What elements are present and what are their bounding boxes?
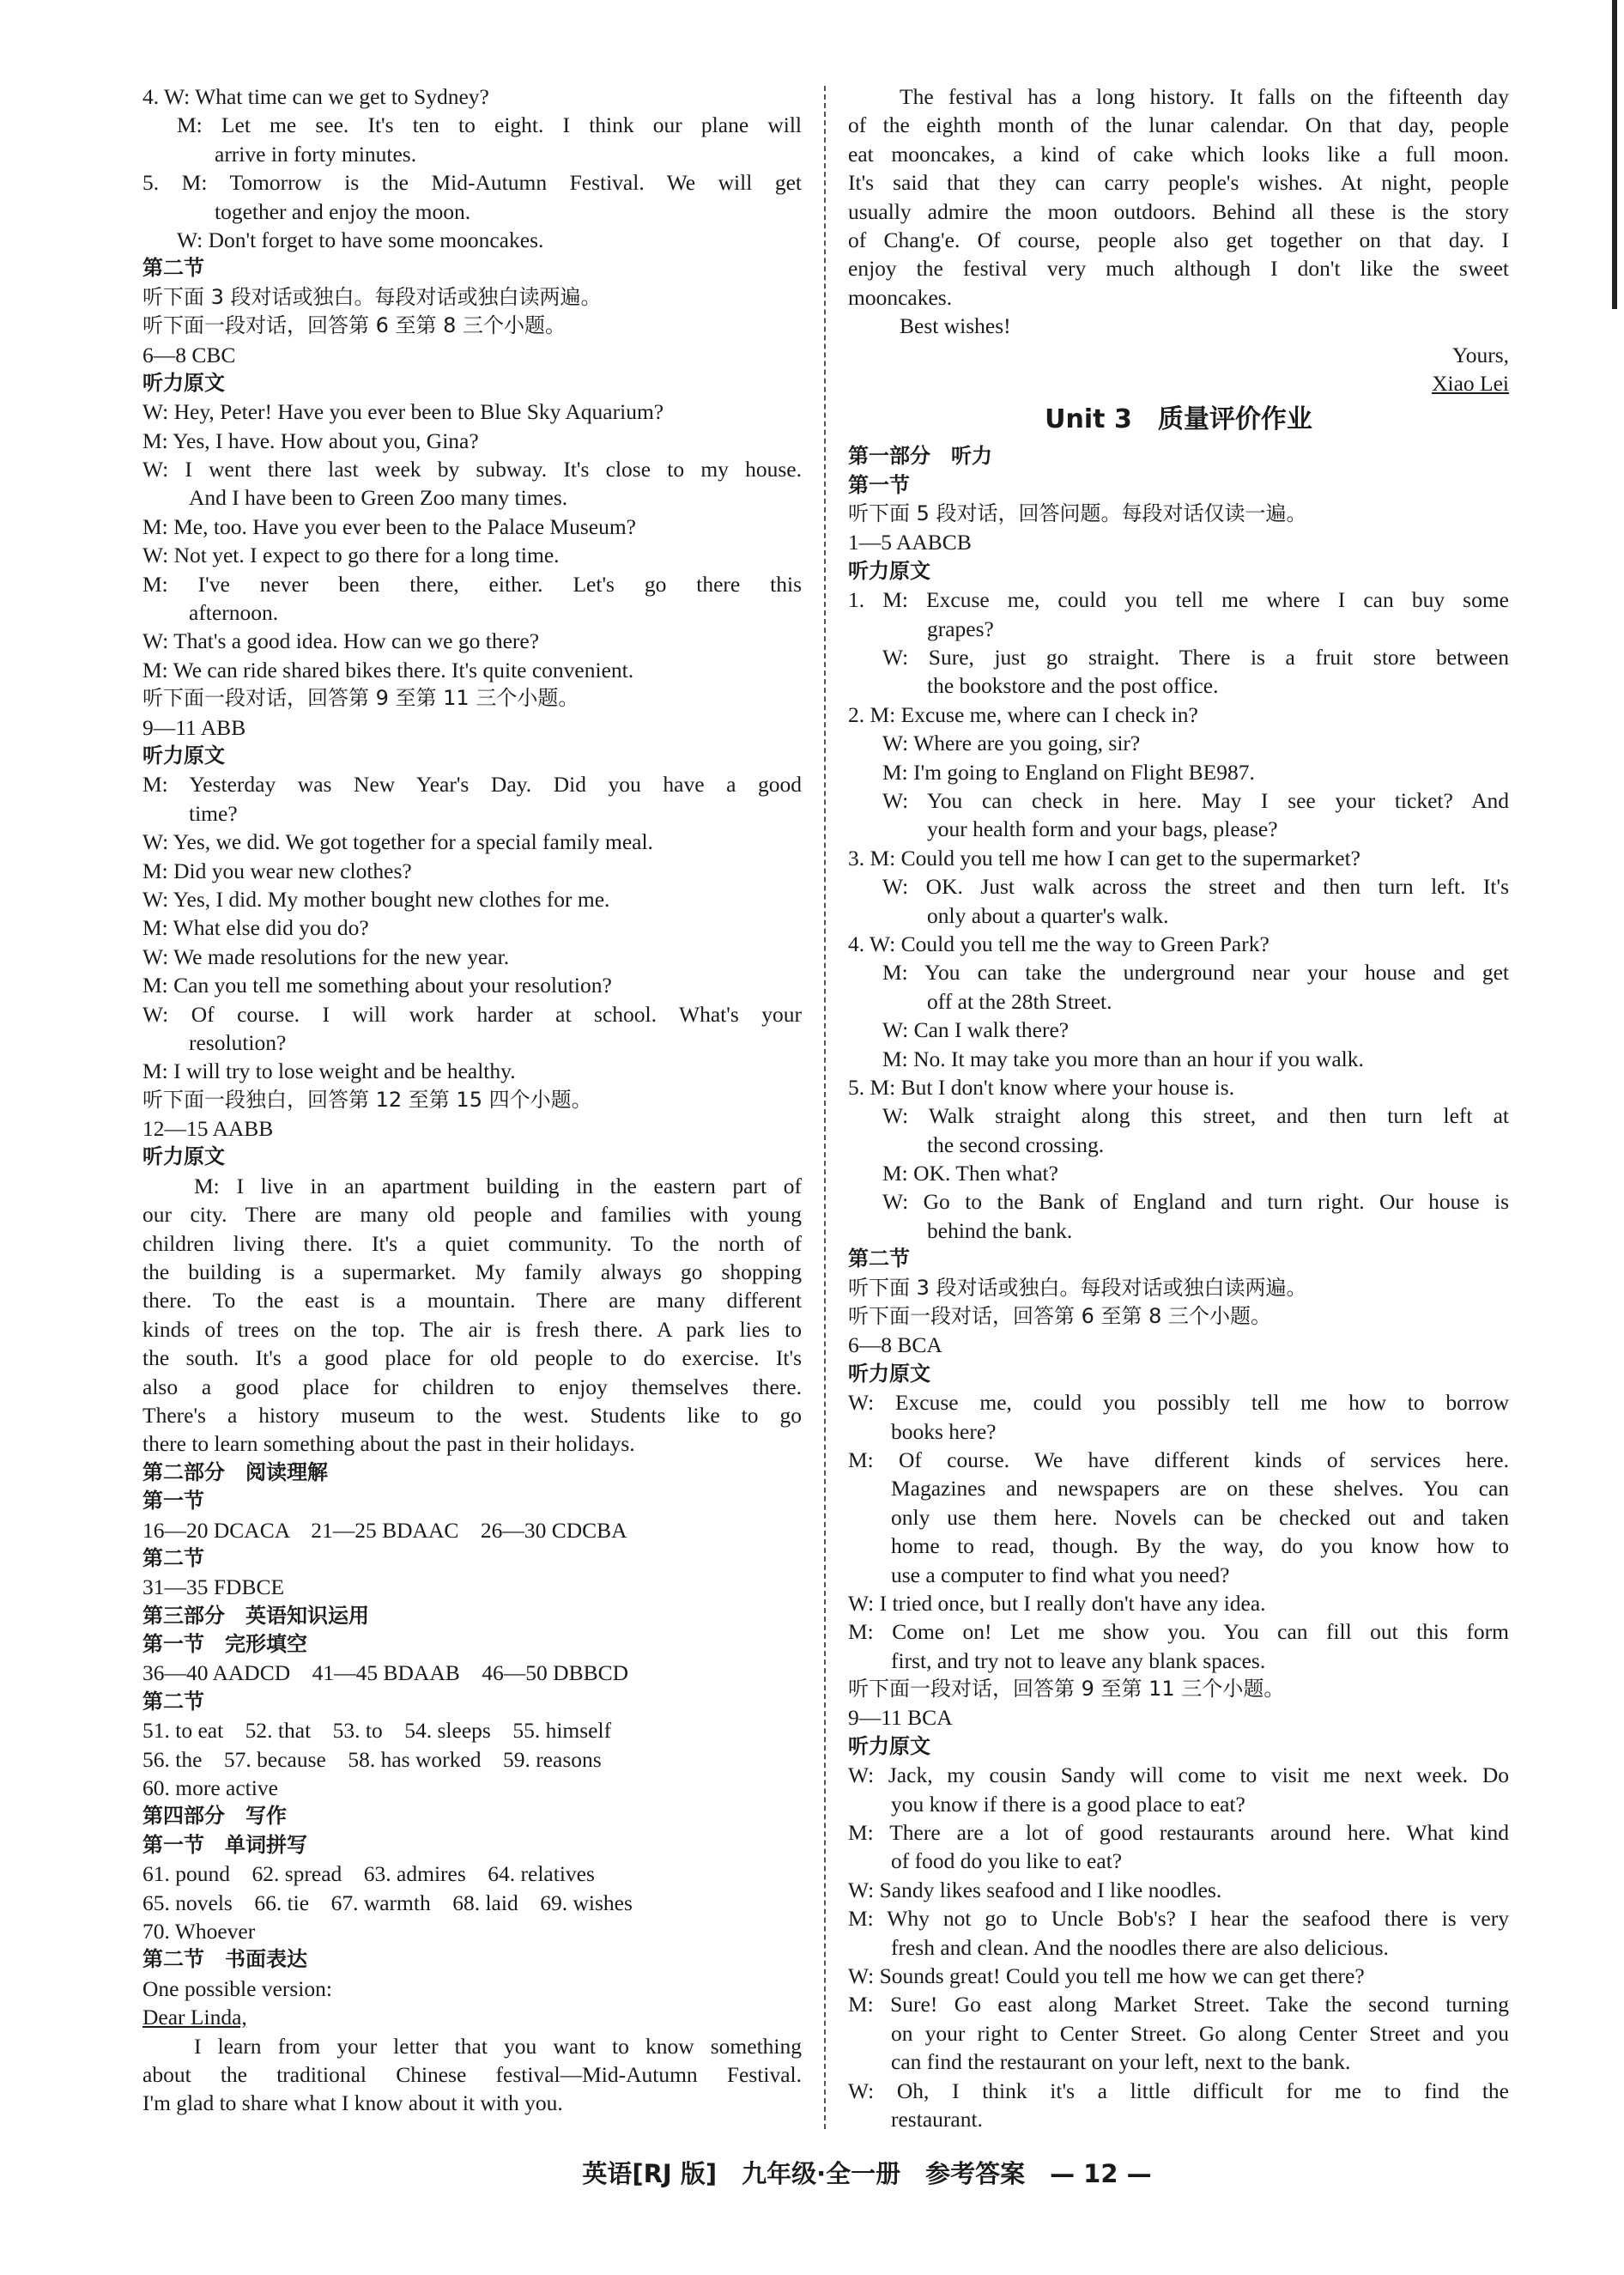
right-text-line: first, and try not to leave any blank spaces. bbox=[891, 1647, 1266, 1673]
left-text-line: 61. pound 62. spread 63. admires 64. relatives bbox=[142, 1861, 595, 1887]
left-text-line: the south. It's a good place for old people to do exercise. It's bbox=[142, 1345, 802, 1371]
right-text-line: of food do you like to eat? bbox=[891, 1848, 1123, 1874]
left-text-line: W: Yes, we did. We got together for a special family meal. bbox=[142, 829, 653, 855]
left-text-line: 听下面一段对话，回答第 9 至第 11 三个小题。 bbox=[142, 686, 579, 711]
right-text-line: The festival has a long history. It falls on the fifteenth day bbox=[900, 84, 1509, 109]
right-text-line: the bookstore and the post office. bbox=[927, 673, 1219, 699]
column-divider bbox=[824, 86, 826, 2129]
right-text-line: M: You can take the underground near your house and get bbox=[882, 960, 1509, 986]
left-text-line: 51. to eat 52. that 53. to 54. sleeps 55. himself bbox=[142, 1718, 612, 1744]
right-text-line: books here? bbox=[891, 1418, 997, 1444]
left-text-line: 听下面 3 段对话或独白。每段对话或独白读两遍。 bbox=[142, 284, 602, 309]
left-text-line: M: We can ride shared bikes there. It's quite convenient. bbox=[142, 657, 634, 682]
right-text-line: W: Excuse me, could you possibly tell me how to borrow bbox=[848, 1390, 1509, 1416]
left-text-line: there. To the east is a mountain. There are many different bbox=[142, 1288, 802, 1313]
left-text-line: 第二节 bbox=[142, 1545, 204, 1570]
left-text-line: 4. W: What time can we get to Sydney? bbox=[142, 84, 489, 109]
right-text-line: M: Of course. We have different kinds of services here. bbox=[848, 1447, 1509, 1472]
left-text-line: 听力原文 bbox=[142, 1144, 225, 1169]
right-text-line: home to read, though. By the way, do you know how to bbox=[891, 1533, 1509, 1559]
right-text-line: 听力原文 bbox=[848, 558, 930, 583]
left-text-line: 60. more active bbox=[142, 1775, 278, 1801]
right-column bbox=[848, 82, 1509, 2133]
right-text-line: M: Come on! Let me show you. You can fill out this form bbox=[848, 1619, 1509, 1645]
left-text-line: One possible version: bbox=[142, 1975, 332, 2001]
right-text-line: enjoy the festival very much although I don't like the sweet bbox=[848, 256, 1509, 282]
right-text-line: W: Jack, my cousin Sandy will come to visit me next week. Do bbox=[848, 1762, 1509, 1788]
left-text-line: 16—20 DCACA 21—25 BDAAC 26—30 CDCBA bbox=[142, 1517, 627, 1543]
right-text-line: W: I tried once, but I really don't have any idea. bbox=[848, 1590, 1266, 1616]
right-text-line: fresh and clean. And the noodles there are also delicious. bbox=[891, 1934, 1389, 1960]
left-text-line bbox=[142, 2003, 802, 2031]
right-text-line: W: OK. Just walk across the street and then turn left. It's bbox=[882, 874, 1509, 900]
right-text-line: of Chang'e. Of course, people also get together on that day. I bbox=[848, 227, 1509, 252]
right-text-line: 2. M: Excuse me, where can I check in? bbox=[848, 701, 1198, 727]
right-text-line: on your right to Center Street. Go along Center Street and you bbox=[891, 2020, 1509, 2046]
right-text-line: W: Sounds great! Could you tell me how we can get there? bbox=[848, 1963, 1365, 1988]
page-footer: 英语[RJ 版] 九年级·全一册 参考答案 — 12 — bbox=[582, 2159, 1152, 2188]
right-text-line: 听力原文 bbox=[848, 1361, 930, 1386]
right-text-line: usually admire the moon outdoors. Behind all these is the story bbox=[848, 198, 1509, 224]
right-text-line: 6—8 BCA bbox=[848, 1332, 942, 1358]
right-text-line: 听下面一段对话，回答第 9 至第 11 三个小题。 bbox=[848, 1677, 1285, 1702]
right-text-line: 1. M: Excuse me, could you tell me where I can buy some bbox=[848, 587, 1509, 613]
right-text-line: W: Where are you going, sir? bbox=[882, 731, 1141, 756]
left-text-line: 56. the 57. because 58. has worked 59. reasons bbox=[142, 1746, 602, 1772]
left-text-line: 第一节 单词拼写 bbox=[142, 1832, 307, 1857]
left-text-line: our city. There are many old people and families with young bbox=[142, 1202, 802, 1228]
right-text-line: 3. M: Could you tell me how I can get to the supermarket? bbox=[848, 845, 1360, 871]
left-text-line: resolution? bbox=[189, 1029, 287, 1055]
left-text-line: 第二部分 阅读理解 bbox=[142, 1459, 328, 1484]
left-text-line: 第一节 完形填空 bbox=[142, 1632, 307, 1657]
right-text-line: the second crossing. bbox=[927, 1131, 1105, 1157]
right-text-line: W: Can I walk there? bbox=[882, 1017, 1070, 1043]
left-text-line: I learn from your letter that you want to know something bbox=[194, 2033, 802, 2059]
left-text-line: 听下面一段独白，回答第 12 至第 15 四个小题。 bbox=[142, 1087, 592, 1112]
left-text-line: M: What else did you do? bbox=[142, 915, 369, 941]
right-text-line: 5. M: But I don't know where your house is. bbox=[848, 1074, 1235, 1100]
left-text-line: kinds of trees on the top. The air is fresh there. A park lies to bbox=[142, 1316, 802, 1342]
right-text-line: mooncakes. bbox=[848, 284, 953, 310]
right-text-line: 9—11 BCA bbox=[848, 1705, 953, 1731]
right-text-line: eat mooncakes, a kind of cake which looks like a full moon. bbox=[848, 141, 1509, 167]
right-text-line: behind the bank. bbox=[927, 1217, 1073, 1243]
right-text-line: 第二节 bbox=[848, 1247, 910, 1271]
left-text-line: 5. M: Tomorrow is the Mid-Autumn Festival. We will get bbox=[142, 170, 802, 196]
left-text-line: W: Hey, Peter! Have you ever been to Blue Sky Aquarium? bbox=[142, 399, 664, 425]
left-text-line: the building is a supermarket. My family always go shopping bbox=[142, 1259, 802, 1285]
left-text-line: M: I will try to lose weight and be healthy. bbox=[142, 1059, 516, 1084]
left-text-line: W: Of course. I will work harder at school. What's your bbox=[142, 1001, 802, 1027]
right-text-line: It's said that they can carry people's wishes. At night, people bbox=[848, 170, 1509, 196]
left-text-line: M: Yesterday was New Year's Day. Did you have a good bbox=[142, 772, 802, 798]
right-text-line: M: Why not go to Uncle Bob's? I hear the seafood there is very bbox=[848, 1906, 1509, 1932]
right-text-line: 第一部分 听力 bbox=[848, 444, 992, 469]
left-text-line: 9—11 ABB bbox=[142, 714, 246, 740]
right-text-line: W: Oh, I think it's a little difficult for me to find the bbox=[848, 2078, 1509, 2103]
left-text-line: W: Not yet. I expect to go there for a long time. bbox=[142, 543, 560, 568]
underlined-text: Xiao Lei bbox=[1432, 370, 1509, 396]
left-text-line: W: I went there last week by subway. It's close to my house. bbox=[142, 457, 802, 482]
left-text-line: I'm glad to share what I know about it with you. bbox=[142, 2090, 563, 2116]
underlined-text: Dear Linda, bbox=[142, 2005, 247, 2030]
right-text-line: W: Go to the Bank of England and turn right. Our house is bbox=[882, 1189, 1509, 1215]
left-text-line: W: Don't forget to have some mooncakes. bbox=[177, 227, 544, 252]
right-text-line: M: There are a lot of good restaurants around here. What kind bbox=[848, 1820, 1509, 1846]
left-text-line: W: Yes, I did. My mother bought new clothes for me. bbox=[142, 886, 610, 912]
right-text-line: W: Sandy likes seafood and I like noodles. bbox=[848, 1877, 1222, 1902]
right-text-line: 听下面一段对话，回答第 6 至第 8 三个小题。 bbox=[848, 1304, 1272, 1329]
right-text-line: can find the restaurant on your left, next to the bank. bbox=[891, 2049, 1351, 2075]
right-text-line: Magazines and newspapers are on these shelves. You can bbox=[891, 1476, 1509, 1502]
right-text-line: 听下面 3 段对话或独白。每段对话或独白读两遍。 bbox=[848, 1275, 1307, 1300]
left-text-line: M: I've never been there, either. Let's go there this bbox=[142, 571, 802, 597]
right-text-line: of the eighth month of the lunar calendar. On that day, people bbox=[848, 112, 1509, 138]
right-text-line: use a computer to find what you need? bbox=[891, 1562, 1230, 1587]
left-text-line: 听力原文 bbox=[142, 370, 225, 395]
right-text-line: M: I'm going to England on Flight BE987. bbox=[882, 759, 1255, 785]
left-text-line: 6—8 CBC bbox=[142, 342, 236, 367]
left-text-line: 65. novels 66. tie 67. warmth 68. laid 69. wishes bbox=[142, 1890, 633, 1915]
left-text-line: 第二节 bbox=[142, 1689, 204, 1714]
left-text-line: There's a history museum to the west. Students like to go bbox=[142, 1402, 802, 1428]
left-text-line: M: Let me see. It's ten to eight. I think our plane will bbox=[177, 112, 802, 138]
right-text-line: M: Sure! Go east along Market Street. Take the second turning bbox=[848, 1992, 1509, 2017]
right-text-line: Unit 3 质量评价作业 bbox=[1045, 404, 1312, 435]
right-text-line: W: You can check in here. May I see your ticket? And bbox=[882, 787, 1509, 813]
left-text-line: M: Yes, I have. How about you, Gina? bbox=[142, 428, 479, 453]
left-text-line: about the traditional Chinese festival—Mid-Autumn Festival. bbox=[142, 2061, 802, 2087]
left-text-line: W: That's a good idea. How can we go there? bbox=[142, 628, 540, 654]
left-text-line: M: Did you wear new clothes? bbox=[142, 858, 412, 883]
left-text-line: 第一节 bbox=[142, 1489, 204, 1514]
right-text-line: your health form and your bags, please? bbox=[927, 816, 1278, 842]
right-text-line: 第一节 bbox=[848, 472, 910, 497]
right-text-line: restaurant. bbox=[891, 2106, 983, 2132]
left-text-line: children living there. It's a quiet community. To the north of bbox=[142, 1230, 802, 1256]
left-text-line: 第二节 书面表达 bbox=[142, 1947, 307, 1972]
left-text-line: 听力原文 bbox=[142, 743, 225, 767]
right-text-line: M: No. It may take you more than an hour if you walk. bbox=[882, 1046, 1364, 1071]
left-text-line: 31—35 FDBCE bbox=[142, 1574, 285, 1600]
right-text-line: W: Walk straight along this street, and then turn left at bbox=[882, 1103, 1509, 1129]
right-text-line: Yours, bbox=[1451, 342, 1509, 367]
left-text-line: there to learn something about the past in their holidays. bbox=[142, 1431, 635, 1457]
right-text-line: Best wishes! bbox=[900, 313, 1011, 339]
left-text-line: also a good place for children to enjoy themselves there. bbox=[142, 1374, 802, 1399]
page-edge-bar bbox=[1612, 0, 1617, 309]
left-column bbox=[142, 82, 802, 2118]
left-text-line: arrive in forty minutes. bbox=[215, 141, 417, 167]
right-text-line: 听下面 5 段对话，回答问题。每段对话仅读一遍。 bbox=[848, 501, 1307, 526]
left-text-line: 70. Whoever bbox=[142, 1919, 256, 1944]
left-text-line: 听下面一段对话，回答第 6 至第 8 三个小题。 bbox=[142, 313, 567, 338]
right-text-line: 听力原文 bbox=[848, 1733, 930, 1758]
left-text-line: together and enjoy the moon. bbox=[215, 198, 471, 224]
right-text-line: 1—5 AABCB bbox=[848, 530, 972, 555]
right-text-line: you know if there is a good place to eat? bbox=[891, 1791, 1245, 1817]
left-text-line: 36—40 AADCD 41—45 BDAAB 46—50 DBBCD bbox=[142, 1660, 629, 1686]
right-text-line: M: OK. Then what? bbox=[882, 1161, 1058, 1186]
right-text-line: W: Sure, just go straight. There is a fruit store between bbox=[882, 645, 1509, 670]
left-text-line: M: Can you tell me something about your resolution? bbox=[142, 973, 612, 998]
right-text-line bbox=[848, 369, 1509, 397]
right-text-line: only use them here. Novels can be checked out and taken bbox=[891, 1504, 1509, 1530]
right-text-line: off at the 28th Street. bbox=[927, 988, 1112, 1014]
left-text-line: 第三部分 英语知识运用 bbox=[142, 1603, 369, 1628]
left-text-line: And I have been to Green Zoo many times. bbox=[189, 485, 568, 511]
left-text-line: W: We made resolutions for the new year. bbox=[142, 943, 510, 969]
right-text-line: only about a quarter's walk. bbox=[927, 902, 1169, 928]
left-text-line: M: I live in an apartment building in the eastern part of bbox=[194, 1173, 802, 1198]
left-text-line: afternoon. bbox=[189, 600, 279, 626]
right-text-line: grapes? bbox=[927, 616, 994, 641]
left-text-line: time? bbox=[189, 800, 238, 826]
left-text-line: M: Me, too. Have you ever been to the Palace Museum? bbox=[142, 513, 636, 539]
left-text-line: 第二节 bbox=[142, 256, 204, 281]
right-text-line: 4. W: Could you tell me the way to Green Park? bbox=[848, 931, 1270, 956]
left-text-line: 第四部分 写作 bbox=[142, 1804, 287, 1829]
left-text-line: 12—15 AABB bbox=[142, 1116, 274, 1142]
